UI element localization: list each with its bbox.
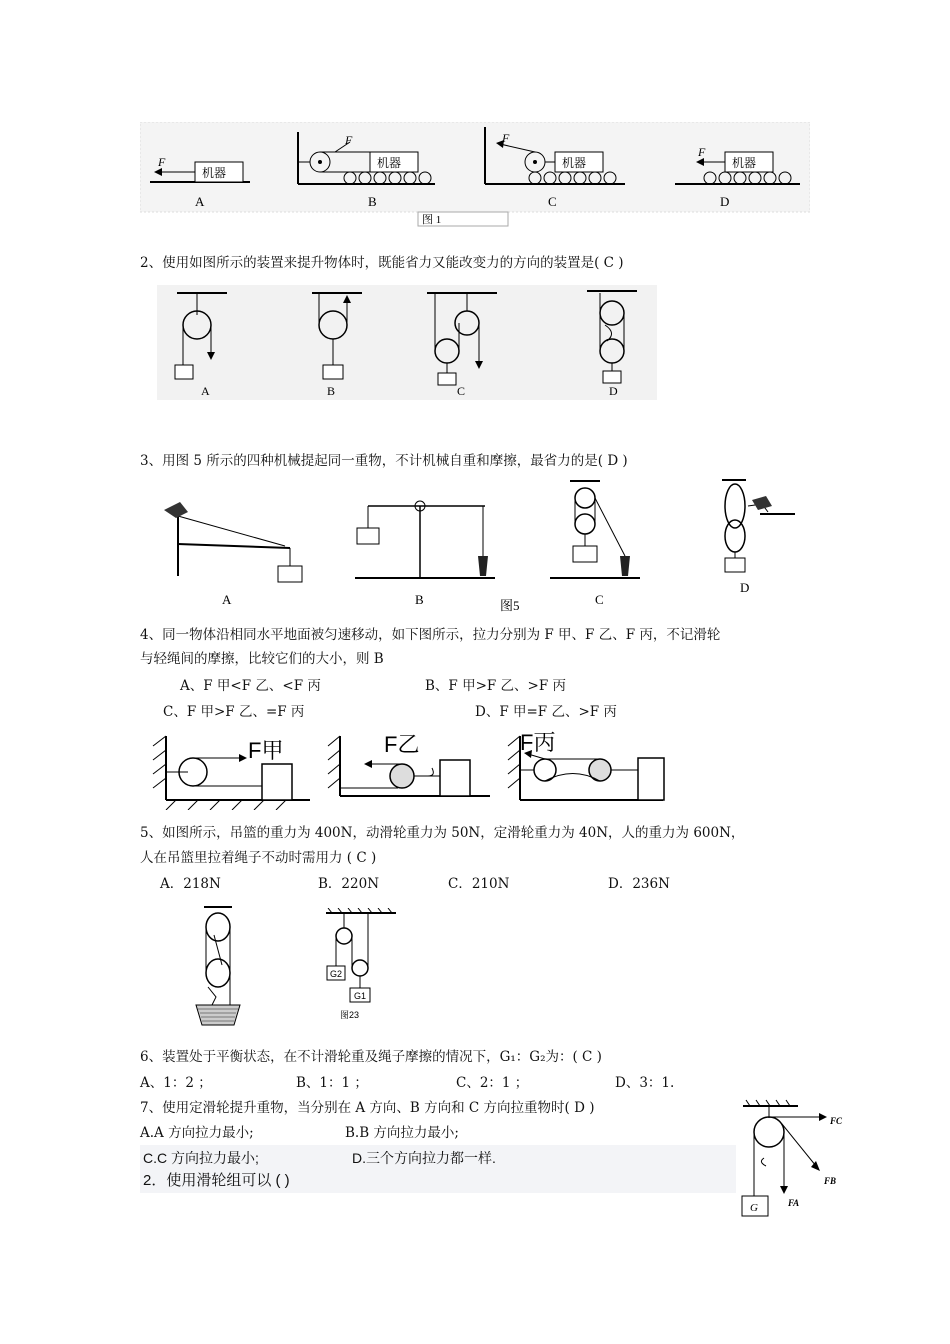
q2-label-b: B: [327, 384, 336, 398]
q3-caption: 图5: [500, 598, 520, 613]
q3-label-d: D: [740, 580, 750, 595]
q7-option-b: B.B 方向拉力最小;: [345, 1125, 459, 1141]
q4-text-line2: 与轻绳间的摩擦，比较它们的大小，则 B: [140, 651, 384, 667]
q4-fig-bing: [508, 730, 664, 800]
q6-option-a: A、1：2 ；: [140, 1075, 212, 1091]
q5-text-line1: 5、如图所示，吊篮的重力为 400N，动滑轮重力为 50N，定滑轮重力为 40N，人的重力为 600N，: [140, 825, 745, 841]
q5-option-c: C．210N: [448, 876, 510, 892]
fig1-force-d: F: [698, 145, 706, 159]
q6-option-d: D、3：1.: [615, 1075, 675, 1091]
q2-text: 2、使用如图所示的装置来提升物体时，既能省力又能改变力的方向的装置是( C ): [140, 255, 624, 271]
q3-label-b: B: [415, 592, 424, 607]
q5-basket-figure: [188, 905, 250, 1030]
fig1-machine-a: 机器: [202, 166, 227, 180]
q3-figure: [150, 476, 800, 616]
fig1-label-b: B: [368, 194, 377, 209]
q4-fig-yi: [328, 732, 490, 796]
q2-figure: [157, 285, 657, 400]
q4-force-jia: F甲: [248, 738, 284, 763]
q5-g1: G1: [354, 991, 367, 1001]
q4-option-c: C、F 甲>F 乙、=F 丙: [163, 704, 305, 720]
q7-pulley-figure: [738, 1098, 848, 1223]
fig1-machine-d: 机器: [732, 156, 757, 170]
q7-option-d: D.三个方向拉力都一样.: [352, 1150, 496, 1166]
q4-text-line1: 4、同一物体沿相同水平地面被匀速移动，如下图所示，拉力分别为 F 甲、F 乙、F 丙，不记滑轮: [140, 627, 721, 643]
fig1-machine-b: 机器: [377, 156, 402, 170]
fig1-force-a: F: [158, 155, 166, 169]
q3-label-a: A: [222, 592, 232, 607]
q5-option-d: D．236N: [608, 876, 670, 892]
q5-caption: 图23: [340, 1010, 360, 1020]
fig1-force-c: F: [502, 131, 510, 145]
q4-option-a: A、F 甲<F 乙、<F 丙: [180, 678, 321, 694]
q2-label-d: D: [609, 384, 618, 398]
q3-label-c: C: [595, 592, 604, 607]
q4-fig-jia: [153, 736, 310, 810]
fig1-label-a: A: [195, 194, 205, 209]
fig1-label-d: D: [720, 194, 730, 209]
q2-label-c: C: [457, 384, 466, 398]
figure-1-machines: [140, 122, 810, 228]
q7-fig-fa: FA: [788, 1198, 800, 1208]
q7-option-a: A.A 方向拉力最小;: [140, 1125, 254, 1141]
q4-option-b: B、F 甲>F 乙、>F 丙: [425, 678, 567, 694]
q4-option-d: D、F 甲=F 乙、>F 丙: [475, 704, 617, 720]
fig1-force-b: F: [345, 133, 353, 147]
q8-text: 2．使用滑轮组可以 ( ): [143, 1172, 290, 1189]
q4-force-bing: F丙: [520, 730, 556, 755]
q7-fig-fb: FB: [824, 1176, 837, 1186]
q7-text: 7、使用定滑轮提升重物，当分别在 A 方向、B 方向和 C 方向拉重物时( D ): [140, 1100, 595, 1116]
q4-force-yi: F乙: [384, 732, 420, 757]
q7-fig-fc: FC: [830, 1116, 843, 1126]
q6-option-c: C、2：1 ；: [456, 1075, 529, 1091]
fig1-machine-c: 机器: [562, 156, 587, 170]
q5-text-line2: 人在吊篮里拉着绳子不动时需用力 ( C ): [140, 850, 377, 866]
q6-option-b: B、1：1 ；: [296, 1075, 368, 1091]
fig1-caption: 图 1: [422, 214, 442, 226]
q4-figure: [148, 726, 668, 810]
q3-text: 3、用图 5 所示的四种机械提起同一重物，不计机械自重和摩擦，最省力的是( D ): [140, 453, 628, 469]
q5-option-a: A．218N: [160, 876, 221, 892]
q5-g2: G2: [330, 969, 343, 979]
q7-option-c: C.C 方向拉力最小;: [143, 1150, 259, 1166]
q5-g1-g2-figure: [318, 908, 400, 1023]
fig1-label-c: C: [548, 194, 557, 209]
q2-label-a: A: [201, 384, 210, 398]
q5-option-b: B．220N: [318, 876, 380, 892]
q7-fig-g: G: [750, 1202, 758, 1214]
q6-text: 6、装置处于平衡状态，在不计滑轮重及绳子摩擦的情况下，G₁：G₂为：( C ): [140, 1049, 602, 1065]
